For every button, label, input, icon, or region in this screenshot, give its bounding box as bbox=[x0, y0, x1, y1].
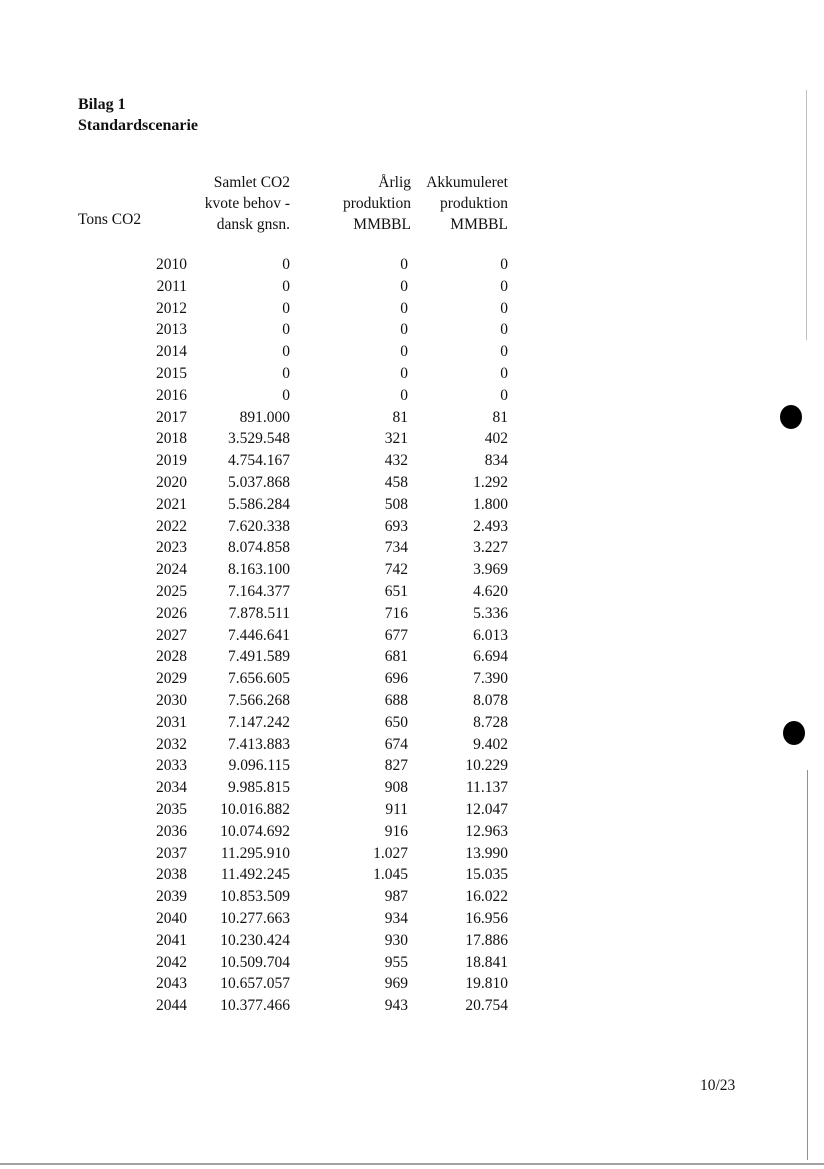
kvote-cell: 7.656.605 bbox=[228, 670, 290, 688]
column-header-akk bbox=[410, 172, 508, 235]
table-row bbox=[0, 952, 824, 974]
kvote-cell: 7.620.338 bbox=[228, 517, 290, 535]
year-cell: 2015 bbox=[156, 364, 187, 382]
table-row bbox=[0, 559, 824, 581]
kvote-cell: 10.016.882 bbox=[220, 800, 290, 818]
akk-cell: 10.229 bbox=[465, 757, 508, 775]
table-row bbox=[0, 799, 824, 821]
year-cell: 2023 bbox=[156, 539, 187, 557]
table-row bbox=[0, 625, 824, 647]
kvote-cell: 0 bbox=[282, 277, 290, 295]
kvote-cell: 7.491.589 bbox=[228, 648, 290, 666]
arlig-cell: 0 bbox=[400, 299, 408, 317]
table-row bbox=[0, 908, 824, 930]
year-cell: 2021 bbox=[156, 495, 187, 513]
arlig-cell: 955 bbox=[384, 953, 408, 971]
year-cell: 2025 bbox=[156, 582, 187, 600]
kvote-cell: 7.164.377 bbox=[228, 582, 290, 600]
kvote-cell: 10.853.509 bbox=[220, 888, 290, 906]
table-row bbox=[0, 734, 824, 756]
table-row bbox=[0, 581, 824, 603]
year-cell: 2018 bbox=[156, 430, 187, 448]
kvote-cell: 5.586.284 bbox=[228, 495, 290, 513]
column-header-arlig bbox=[320, 172, 411, 235]
column-header-line: MMBBL bbox=[450, 216, 508, 233]
column-header-kvote bbox=[190, 172, 290, 235]
kvote-cell: 8.163.100 bbox=[228, 561, 290, 579]
kvote-cell: 7.446.641 bbox=[228, 626, 290, 644]
kvote-cell: 7.413.883 bbox=[228, 735, 290, 753]
table-row bbox=[0, 341, 824, 363]
arlig-cell: 827 bbox=[384, 757, 408, 775]
table-row bbox=[0, 254, 824, 276]
table-row bbox=[0, 995, 824, 1017]
table-row bbox=[0, 668, 824, 690]
arlig-cell: 432 bbox=[384, 452, 408, 470]
kvote-cell: 0 bbox=[282, 343, 290, 361]
akk-cell: 8.728 bbox=[473, 713, 508, 731]
akk-cell: 0 bbox=[500, 364, 508, 382]
year-cell: 2017 bbox=[156, 408, 187, 426]
table-row bbox=[0, 712, 824, 734]
arlig-cell: 651 bbox=[384, 582, 408, 600]
kvote-cell: 7.147.242 bbox=[228, 713, 290, 731]
akk-cell: 15.035 bbox=[465, 866, 508, 884]
year-cell: 2030 bbox=[156, 691, 187, 709]
akk-cell: 0 bbox=[500, 256, 508, 273]
arlig-cell: 677 bbox=[384, 626, 408, 644]
akk-cell: 9.402 bbox=[473, 735, 508, 753]
year-cell: 2039 bbox=[156, 888, 187, 906]
year-cell: 2019 bbox=[156, 452, 187, 470]
table-row bbox=[0, 428, 824, 450]
akk-cell: 0 bbox=[500, 277, 508, 295]
table-row bbox=[0, 516, 824, 538]
arlig-cell: 916 bbox=[384, 822, 408, 840]
table-row bbox=[0, 646, 824, 668]
scenario-title: Standardscenarie bbox=[78, 117, 198, 134]
arlig-cell: 0 bbox=[400, 343, 408, 361]
punch-hole-mark bbox=[783, 721, 805, 745]
arlig-cell: 934 bbox=[384, 909, 408, 927]
arlig-cell: 908 bbox=[384, 779, 408, 797]
table-row bbox=[0, 930, 824, 952]
arlig-cell: 693 bbox=[384, 517, 408, 535]
arlig-cell: 1.027 bbox=[373, 844, 408, 862]
table-row bbox=[0, 319, 824, 341]
year-cell: 2032 bbox=[156, 735, 187, 753]
kvote-cell: 10.377.466 bbox=[220, 997, 290, 1015]
akk-cell: 5.336 bbox=[473, 604, 508, 622]
kvote-cell: 10.230.424 bbox=[220, 931, 290, 949]
column-header-line: Akkumuleret bbox=[426, 174, 508, 191]
year-cell: 2031 bbox=[156, 713, 187, 731]
kvote-cell: 8.074.858 bbox=[228, 539, 290, 557]
arlig-cell: 987 bbox=[384, 888, 408, 906]
akk-cell: 17.886 bbox=[465, 931, 508, 949]
kvote-cell: 7.566.268 bbox=[228, 691, 290, 709]
akk-cell: 0 bbox=[500, 386, 508, 404]
year-cell: 2037 bbox=[156, 844, 187, 862]
year-cell: 2035 bbox=[156, 800, 187, 818]
arlig-cell: 458 bbox=[384, 473, 408, 491]
arlig-cell: 674 bbox=[384, 735, 408, 753]
page-number: 10/23 bbox=[700, 1077, 736, 1094]
data-table-body bbox=[0, 254, 824, 1017]
kvote-cell: 10.657.057 bbox=[220, 975, 290, 993]
kvote-cell: 0 bbox=[282, 321, 290, 339]
arlig-cell: 508 bbox=[384, 495, 408, 513]
kvote-cell: 11.492.245 bbox=[220, 866, 290, 884]
arlig-cell: 930 bbox=[384, 931, 408, 949]
kvote-cell: 0 bbox=[282, 256, 290, 273]
arlig-cell: 742 bbox=[384, 561, 408, 579]
document-heading bbox=[78, 94, 198, 136]
column-header-line: Samlet CO2 bbox=[213, 174, 290, 191]
year-cell: 2027 bbox=[156, 626, 187, 644]
akk-cell: 6.694 bbox=[473, 648, 508, 666]
akk-cell: 0 bbox=[500, 321, 508, 339]
arlig-cell: 81 bbox=[392, 408, 408, 426]
arlig-cell: 650 bbox=[384, 713, 408, 731]
year-cell: 2010 bbox=[156, 256, 187, 273]
table-row bbox=[0, 276, 824, 298]
arlig-cell: 321 bbox=[384, 430, 408, 448]
arlig-cell: 969 bbox=[384, 975, 408, 993]
akk-cell: 3.969 bbox=[473, 561, 508, 579]
table-row bbox=[0, 298, 824, 320]
table-row bbox=[0, 472, 824, 494]
kvote-cell: 3.529.548 bbox=[228, 430, 290, 448]
akk-cell: 16.956 bbox=[465, 909, 508, 927]
akk-cell: 1.292 bbox=[473, 473, 508, 491]
table-row bbox=[0, 494, 824, 516]
akk-cell: 0 bbox=[500, 299, 508, 317]
kvote-cell: 891.000 bbox=[239, 408, 290, 426]
year-cell: 2044 bbox=[156, 997, 187, 1015]
arlig-cell: 734 bbox=[384, 539, 408, 557]
akk-cell: 11.137 bbox=[465, 779, 508, 797]
column-header-line: produktion bbox=[439, 195, 508, 212]
akk-cell: 0 bbox=[500, 343, 508, 361]
akk-cell: 20.754 bbox=[465, 997, 508, 1015]
year-cell: 2011 bbox=[156, 277, 187, 295]
table-row bbox=[0, 407, 824, 429]
akk-cell: 1.800 bbox=[473, 495, 508, 513]
kvote-cell: 10.509.704 bbox=[220, 953, 290, 971]
year-cell: 2034 bbox=[156, 779, 187, 797]
year-cell: 2024 bbox=[156, 561, 187, 579]
akk-cell: 12.047 bbox=[465, 800, 508, 818]
arlig-cell: 1.045 bbox=[373, 866, 408, 884]
year-cell: 2012 bbox=[156, 299, 187, 317]
akk-cell: 3.227 bbox=[473, 539, 508, 557]
year-cell: 2013 bbox=[156, 321, 187, 339]
akk-cell: 18.841 bbox=[465, 953, 508, 971]
kvote-cell: 10.277.663 bbox=[220, 909, 290, 927]
table-row bbox=[0, 973, 824, 995]
column-header-line: Årlig bbox=[378, 174, 411, 191]
year-cell: 2016 bbox=[156, 386, 187, 404]
arlig-cell: 696 bbox=[384, 670, 408, 688]
kvote-cell: 7.878.511 bbox=[228, 604, 290, 622]
year-cell: 2042 bbox=[156, 953, 187, 971]
table-row bbox=[0, 755, 824, 777]
year-cell: 2029 bbox=[156, 670, 187, 688]
akk-cell: 7.390 bbox=[473, 670, 508, 688]
table-row bbox=[0, 363, 824, 385]
scan-edge-line bbox=[0, 1163, 824, 1165]
kvote-cell: 0 bbox=[282, 299, 290, 317]
kvote-cell: 0 bbox=[282, 364, 290, 382]
year-cell: 2026 bbox=[156, 604, 187, 622]
kvote-cell: 4.754.167 bbox=[228, 452, 290, 470]
table-row bbox=[0, 843, 824, 865]
akk-cell: 8.078 bbox=[473, 691, 508, 709]
kvote-cell: 5.037.868 bbox=[228, 473, 290, 491]
table-row bbox=[0, 603, 824, 625]
akk-cell: 12.963 bbox=[465, 822, 508, 840]
akk-cell: 402 bbox=[484, 430, 508, 448]
akk-cell: 16.022 bbox=[465, 888, 508, 906]
kvote-cell: 9.985.815 bbox=[228, 779, 290, 797]
table-row bbox=[0, 777, 824, 799]
table-row bbox=[0, 864, 824, 886]
table-row bbox=[0, 886, 824, 908]
scan-edge-line bbox=[806, 90, 807, 340]
year-cell: 2020 bbox=[156, 473, 187, 491]
arlig-cell: 716 bbox=[384, 604, 408, 622]
table-row bbox=[0, 385, 824, 407]
kvote-cell: 0 bbox=[282, 386, 290, 404]
akk-cell: 2.493 bbox=[473, 517, 508, 535]
appendix-label: Bilag 1 bbox=[78, 96, 126, 113]
year-cell: 2043 bbox=[156, 975, 187, 993]
column-header-line: produktion bbox=[342, 195, 411, 212]
year-cell: 2040 bbox=[156, 909, 187, 927]
akk-cell: 4.620 bbox=[473, 582, 508, 600]
table-row bbox=[0, 450, 824, 472]
arlig-cell: 0 bbox=[400, 277, 408, 295]
arlig-cell: 0 bbox=[400, 256, 408, 273]
row-header-label: Tons CO2 bbox=[78, 211, 142, 228]
kvote-cell: 10.074.692 bbox=[220, 822, 290, 840]
table-row bbox=[0, 821, 824, 843]
year-cell: 2038 bbox=[156, 866, 187, 884]
arlig-cell: 681 bbox=[384, 648, 408, 666]
arlig-cell: 688 bbox=[384, 691, 408, 709]
kvote-cell: 9.096.115 bbox=[228, 757, 290, 775]
akk-cell: 834 bbox=[484, 452, 508, 470]
column-header-line: dansk gnsn. bbox=[216, 216, 290, 233]
arlig-cell: 0 bbox=[400, 321, 408, 339]
arlig-cell: 0 bbox=[400, 386, 408, 404]
column-header-line: MMBBL bbox=[353, 216, 411, 233]
arlig-cell: 943 bbox=[384, 997, 408, 1015]
year-cell: 2036 bbox=[156, 822, 187, 840]
kvote-cell: 11.295.910 bbox=[220, 844, 290, 862]
year-cell: 2028 bbox=[156, 648, 187, 666]
year-cell: 2022 bbox=[156, 517, 187, 535]
arlig-cell: 911 bbox=[385, 800, 408, 818]
akk-cell: 81 bbox=[492, 408, 508, 426]
punch-hole-mark bbox=[780, 405, 802, 429]
akk-cell: 13.990 bbox=[465, 844, 508, 862]
scan-edge-line bbox=[807, 770, 808, 1160]
year-cell: 2014 bbox=[156, 343, 187, 361]
column-header-line: kvote behov - bbox=[204, 195, 290, 212]
akk-cell: 6.013 bbox=[473, 626, 508, 644]
table-row bbox=[0, 537, 824, 559]
akk-cell: 19.810 bbox=[465, 975, 508, 993]
arlig-cell: 0 bbox=[400, 364, 408, 382]
year-cell: 2041 bbox=[156, 931, 187, 949]
table-row bbox=[0, 690, 824, 712]
year-cell: 2033 bbox=[156, 757, 187, 775]
